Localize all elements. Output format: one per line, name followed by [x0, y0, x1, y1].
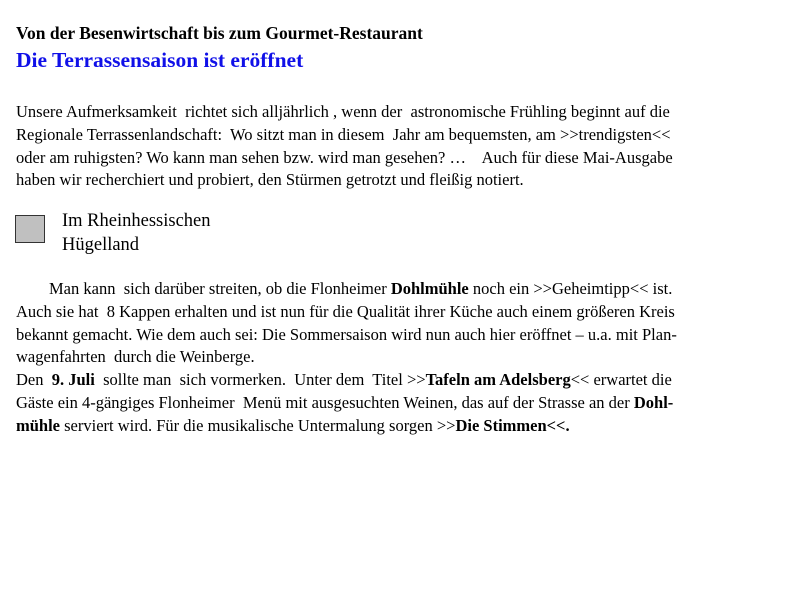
body-line: bekannt gemacht. Wie dem auch sei: Die Sommersaison wird nun auch hier eröffnet – u.a. mit Plan-: [16, 324, 677, 344]
bold-run: Tafeln am Adelsberg: [425, 370, 571, 390]
body-line: [16, 369, 775, 392]
text-run: << erwartet die: [570, 370, 672, 390]
body-line: Auch sie hat 8 Kappen erhalten und ist nun für die Qualität ihrer Küche auch einem größeren Kreis: [16, 301, 675, 321]
headline: Die Terrassensaison ist eröffnet: [16, 48, 304, 72]
intro-line: oder am ruhigsten? Wo kann man sehen bzw. wird man gesehen? … Auch für diese Mai-Ausgabe: [16, 147, 673, 167]
intro-paragraph: [16, 101, 786, 192]
kicker: Von der Besenwirtschaft bis zum Gourmet-Restaurant: [16, 23, 423, 43]
intro-line: haben wir recherchiert und probiert, den Stürmen getrotzt und fleißig notiert.: [16, 170, 524, 190]
section-title-line: Hügelland: [62, 235, 140, 255]
bold-run: Dohlmühle: [390, 279, 469, 298]
body-line: [16, 415, 775, 438]
section-heading: [15, 212, 315, 262]
bold-run: mühle: [16, 415, 61, 435]
intro-line: Regionale Terrassenlandschaft: Wo sitzt man in diesem Jahr am bequemsten, am >>trendigsten<<: [16, 124, 671, 144]
bold-run: Die Stimmen<<.: [455, 415, 570, 435]
text-run: Den: [16, 370, 52, 390]
bold-run: 9. Juli: [51, 370, 95, 390]
body-line: [16, 278, 775, 301]
section-title-line: Im Rheinhessischen: [62, 211, 211, 231]
text-run: sollte man sich vormerken. Unter dem Titel >>: [94, 370, 426, 390]
section-marker-box: [15, 215, 45, 243]
intro-line: Unsere Aufmerksamkeit richtet sich alljährlich , wenn der astronomische Frühling beginnt auf die: [16, 102, 670, 121]
text-run: noch ein >>Geheimtipp<< ist.: [468, 279, 673, 298]
text-run: Man kann sich darüber streiten, ob die Flonheimer: [16, 279, 391, 298]
text-run: Gäste ein 4-gängiges Flonheimer Menü mit ausgesuchten Weinen, das auf der Strasse an der: [16, 392, 634, 412]
bold-run: Dohl-: [633, 392, 674, 412]
body-line: wagenfahrten durch die Weinberge.: [16, 347, 255, 367]
body-line: [16, 392, 775, 415]
body-text: [16, 278, 775, 438]
text-run: serviert wird. Für die musikalische Untermalung sorgen >>: [60, 415, 456, 435]
